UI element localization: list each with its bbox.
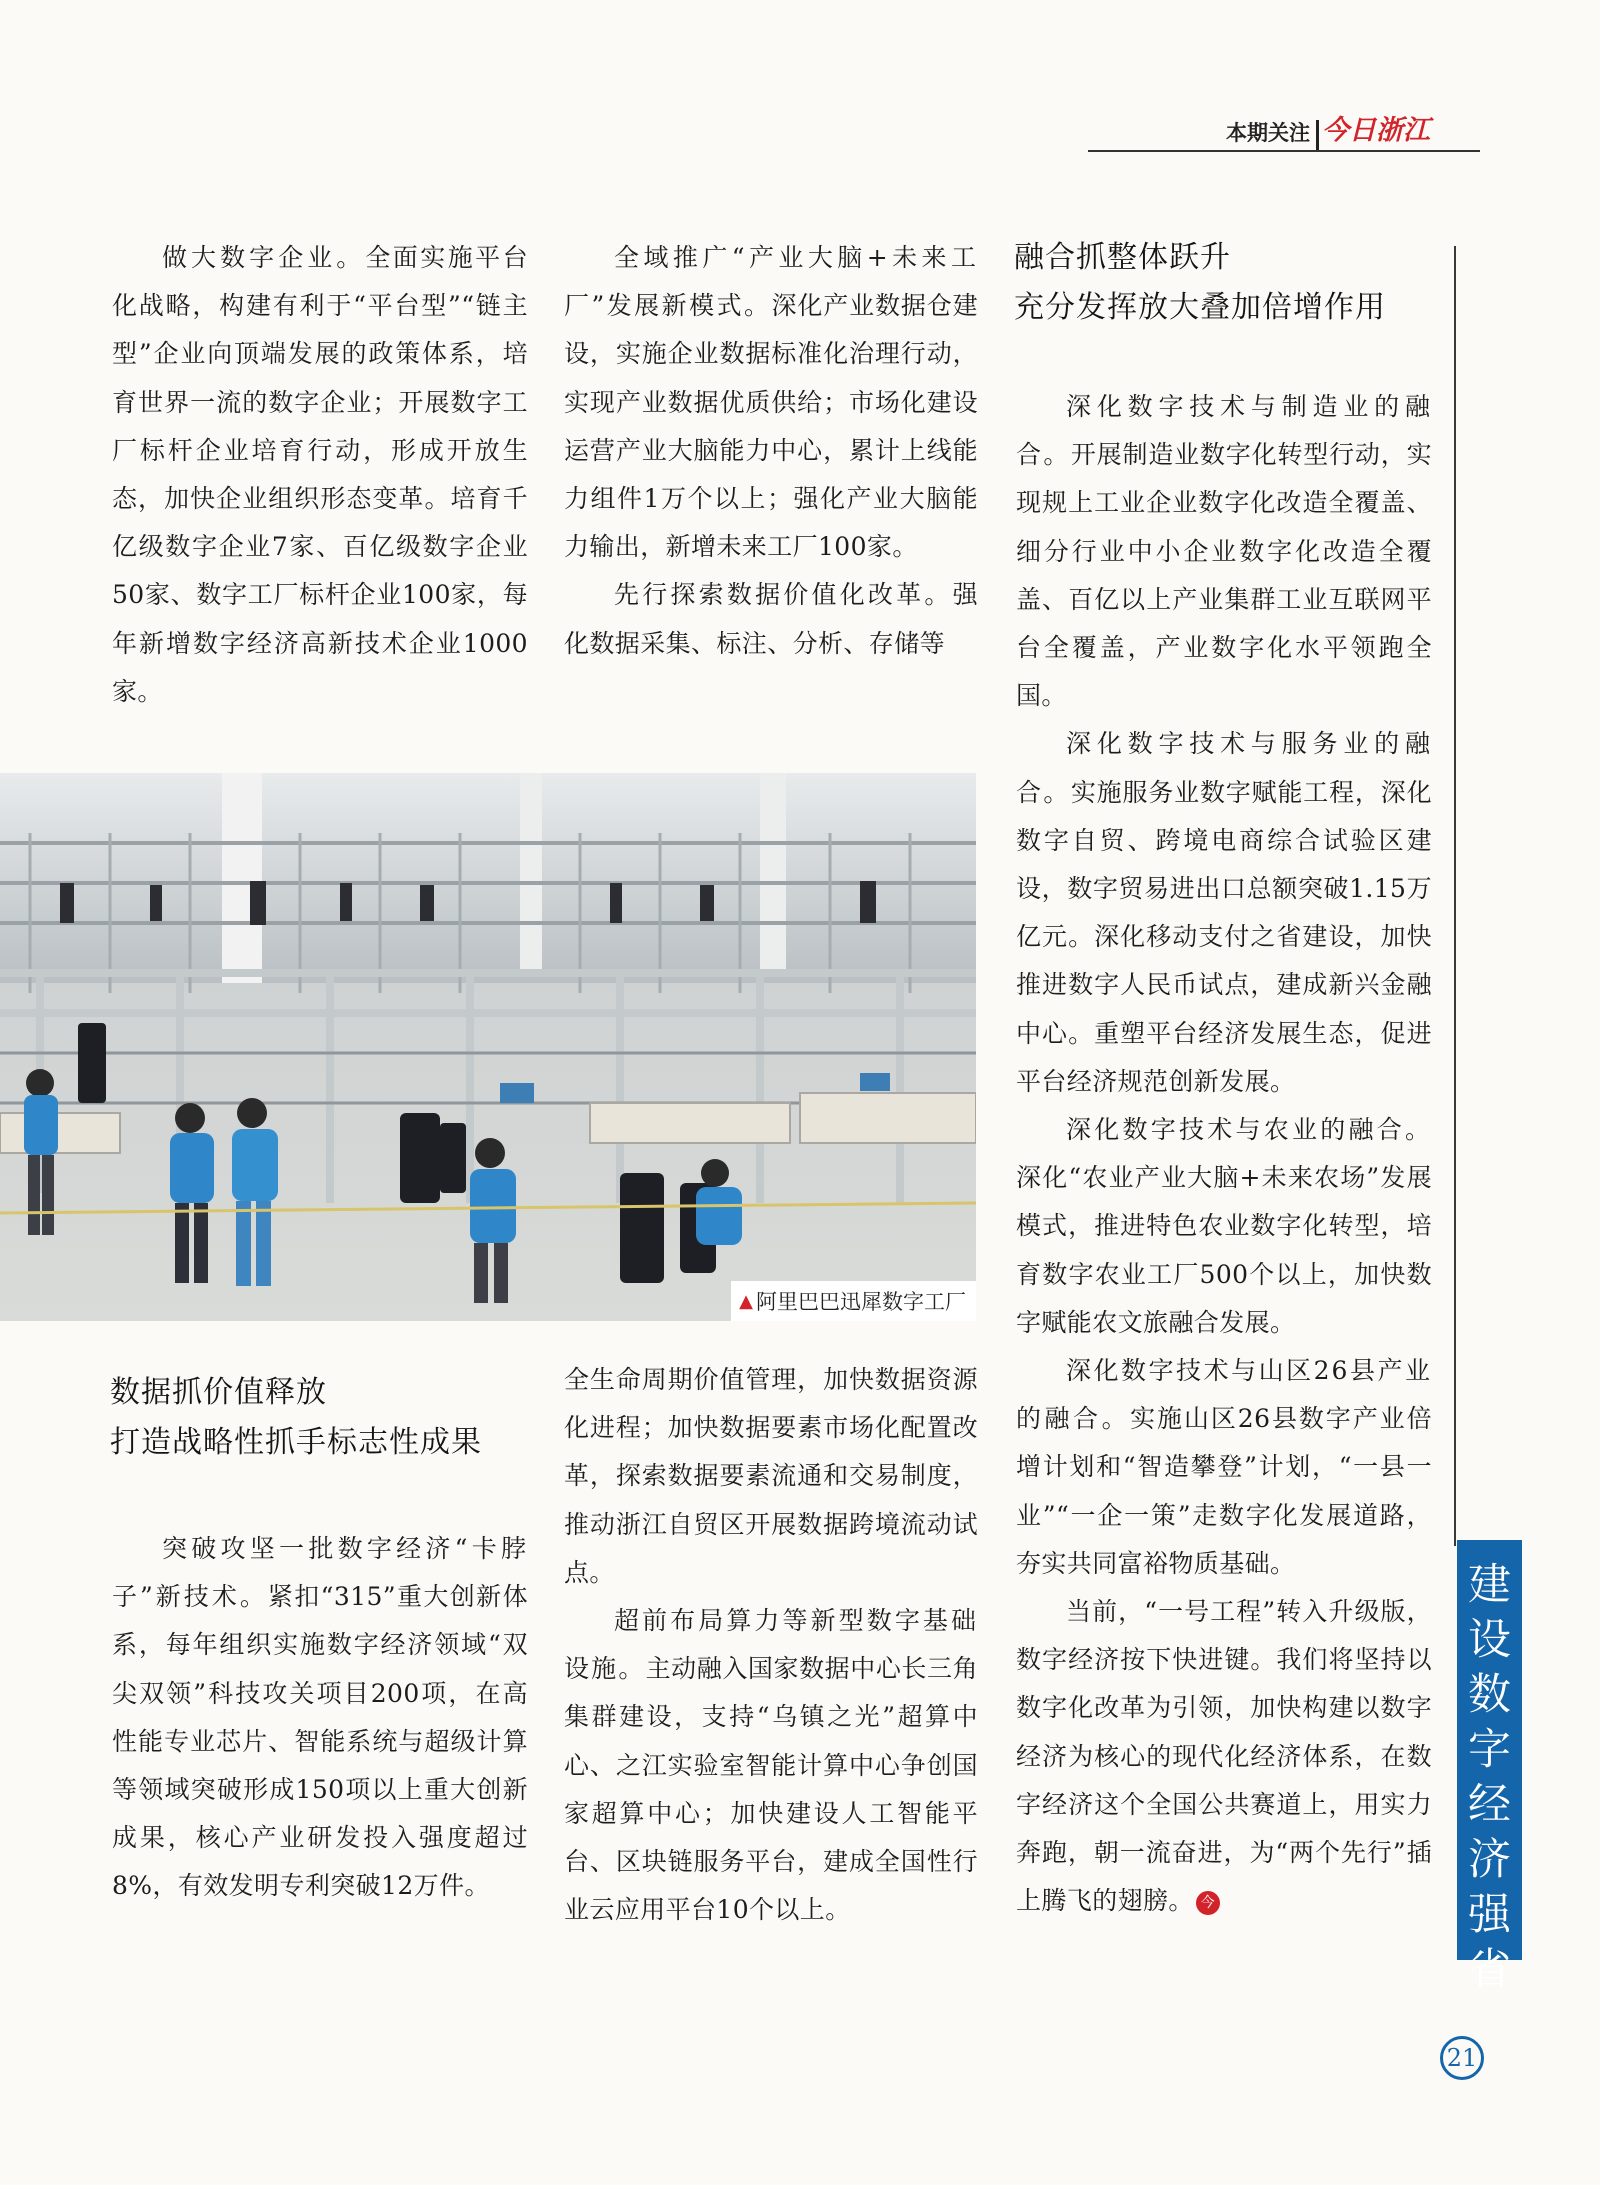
heading-line: 数据抓价值释放: [110, 1375, 327, 1410]
caption-text: 阿里巴巴迅犀数字工厂: [756, 1290, 966, 1314]
paragraph-body: 全生命周期价值管理，加快数据资源化进程；加快数据要素市场化配置改革，探索数据要素流通和交易制度，推动浙江自贸区开展数据跨境流动试点。: [564, 1365, 978, 1587]
magazine-brand-logo: 今日浙江: [1322, 115, 1430, 146]
paragraph: [564, 1597, 978, 1934]
paragraph-lead: 做大数字企业。: [162, 243, 366, 272]
paragraph: [564, 234, 978, 571]
banner-char: 数: [1468, 1670, 1511, 1720]
paragraph: [1016, 720, 1432, 1106]
paragraph-lead: 深化数字技术与农业的融合。: [1066, 1115, 1432, 1145]
paragraph-body: 全面实施平台化战略，构建有利于“平台型”“链主型”企业向顶端发展的政策体系，培育世界一流的数字企业；开展数字工厂标杆企业培育行动，形成开放生态，加快企业组织形态变革。培育千亿级数字企业7家、百亿级数字企业50家、数字工厂标杆企业100家，每年新增数字经济高新技术企业1000家。: [112, 243, 528, 706]
paragraph-lead: 深化数字技术与制造业的融合。: [1016, 392, 1432, 470]
paragraph-lead: 突破攻坚一批数字经济“卡脖子”新技术。: [112, 1534, 528, 1612]
header-divider: [1316, 120, 1319, 152]
paragraph-body: 紧扣“315”重大创新体系，每年组织实施数字经济领域“双尖双领”科技攻关项目200项，在高性能专业芯片、智能系统与超级计算等领域突破形成150项以上重大创新成果，核心产业研发投入强度超过8%，有效发明专利突破12万件。: [112, 1582, 528, 1901]
paragraph: [1016, 1588, 1432, 1925]
paragraph: [1016, 383, 1432, 720]
paragraph: [564, 1356, 978, 1597]
paragraph: [1016, 1347, 1432, 1588]
banner-char: 建: [1468, 1560, 1511, 1610]
section-label: 本期关注: [1226, 121, 1310, 145]
banner-char: 设: [1468, 1615, 1511, 1665]
paragraph-lead: 深化数字技术与服务业的融合。: [1016, 729, 1432, 807]
paragraph: [112, 1525, 528, 1911]
paragraph-body: 开展制造业数字化转型行动，实现规上工业企业数字化改造全覆盖、细分行业中小企业数字化改造全覆盖、百亿以上产业集群工业互联网平台全覆盖，产业数字化水平领跑全国。: [1016, 440, 1432, 711]
banner-char: 字: [1468, 1725, 1511, 1775]
paragraph-body: 当前，“一号工程”转入升级版，数字经济按下快进键。我们将坚持以数字化改革为引领，加快构建以数字经济为核心的现代化经济体系，在数字经济这个全国公共赛道上，用实力奔跑，朝一流奋进，为“两个先行”插上腾飞的翅膀。: [1016, 1597, 1432, 1916]
column-rule: [1454, 246, 1456, 1546]
paragraph-body: 主动融入国家数据中心长三角集群建设，支持“乌镇之光”超算中心、之江实验室智能计算中心争创国家超算中心；加快建设人工智能平台、区块链服务平台，建成全国性行业云应用平台10个以上。: [564, 1654, 978, 1925]
banner-char: 强: [1468, 1890, 1511, 1940]
paragraph-body: 强化数据采集、标注、分析、存储等: [564, 580, 978, 658]
heading-line: 融合抓整体跃升: [1014, 240, 1231, 275]
caption-triangle-icon: ▲: [739, 1290, 753, 1312]
paragraph-lead: 深化数字技术与山区26县产业的融合。: [1016, 1356, 1432, 1434]
page-number: 21: [1440, 2036, 1484, 2080]
column-3: [1016, 383, 1432, 1926]
section-heading-data-value: [110, 1368, 482, 1468]
section-heading-integration: [1014, 233, 1386, 333]
paragraph: [112, 234, 528, 716]
header-rule: [1088, 150, 1480, 152]
paragraph: [1016, 1106, 1432, 1347]
column-1-bottom: [112, 1525, 528, 1911]
column-1-top: [112, 234, 528, 716]
heading-line: 打造战略性抓手标志性成果: [110, 1425, 482, 1460]
banner-char: 省: [1468, 1945, 1511, 1995]
side-section-banner: [1457, 1540, 1522, 1995]
banner-char: 济: [1468, 1835, 1511, 1885]
banner-char: 经: [1468, 1780, 1511, 1830]
column-2-bottom: [564, 1356, 978, 1934]
paragraph-lead: 全域推广“产业大脑+未来工厂”发展新模式。: [564, 243, 978, 321]
factory-photo: [0, 773, 976, 1321]
paragraph-body: 实施服务业数字赋能工程，深化数字自贸、跨境电商综合试验区建设，数字贸易进出口总额突破1.15万亿元。深化移动支付之省建设，加快推进数字人民币试点，建成新兴金融中心。重塑平台经济发展生态，促进平台经济规范创新发展。: [1016, 777, 1432, 1096]
paragraph-lead: 先行探索数据价值化改革。: [614, 580, 953, 610]
paragraph-lead: 超前布局算力等新型数字基础设施。: [564, 1606, 978, 1684]
photo-caption: [731, 1281, 976, 1321]
paragraph-body: 实施山区26县数字产业倍增计划和“智造攀登”计划，“一县一业”“一企一策”走数字化发展道路，夯实共同富裕物质基础。: [1016, 1404, 1432, 1578]
paragraph-body: 深化产业数据仓建设，实施企业数据标准化治理行动，实现产业数据优质供给；市场化建设运营产业大脑能力中心，累计上线能力组件1万个以上；强化产业大脑能力输出，新增未来工厂100家。: [564, 291, 978, 562]
end-mark-icon: 今: [1196, 1891, 1220, 1915]
column-2-top: [564, 234, 978, 668]
paragraph-body: 深化“农业产业大脑+未来农场”发展模式，推进特色农业数字化转型，培育数字农业工厂500个以上，加快数字赋能农文旅融合发展。: [1016, 1163, 1432, 1337]
heading-line: 充分发挥放大叠加倍增作用: [1014, 290, 1386, 325]
paragraph: [564, 571, 978, 667]
factory-illustration: [0, 773, 976, 1321]
